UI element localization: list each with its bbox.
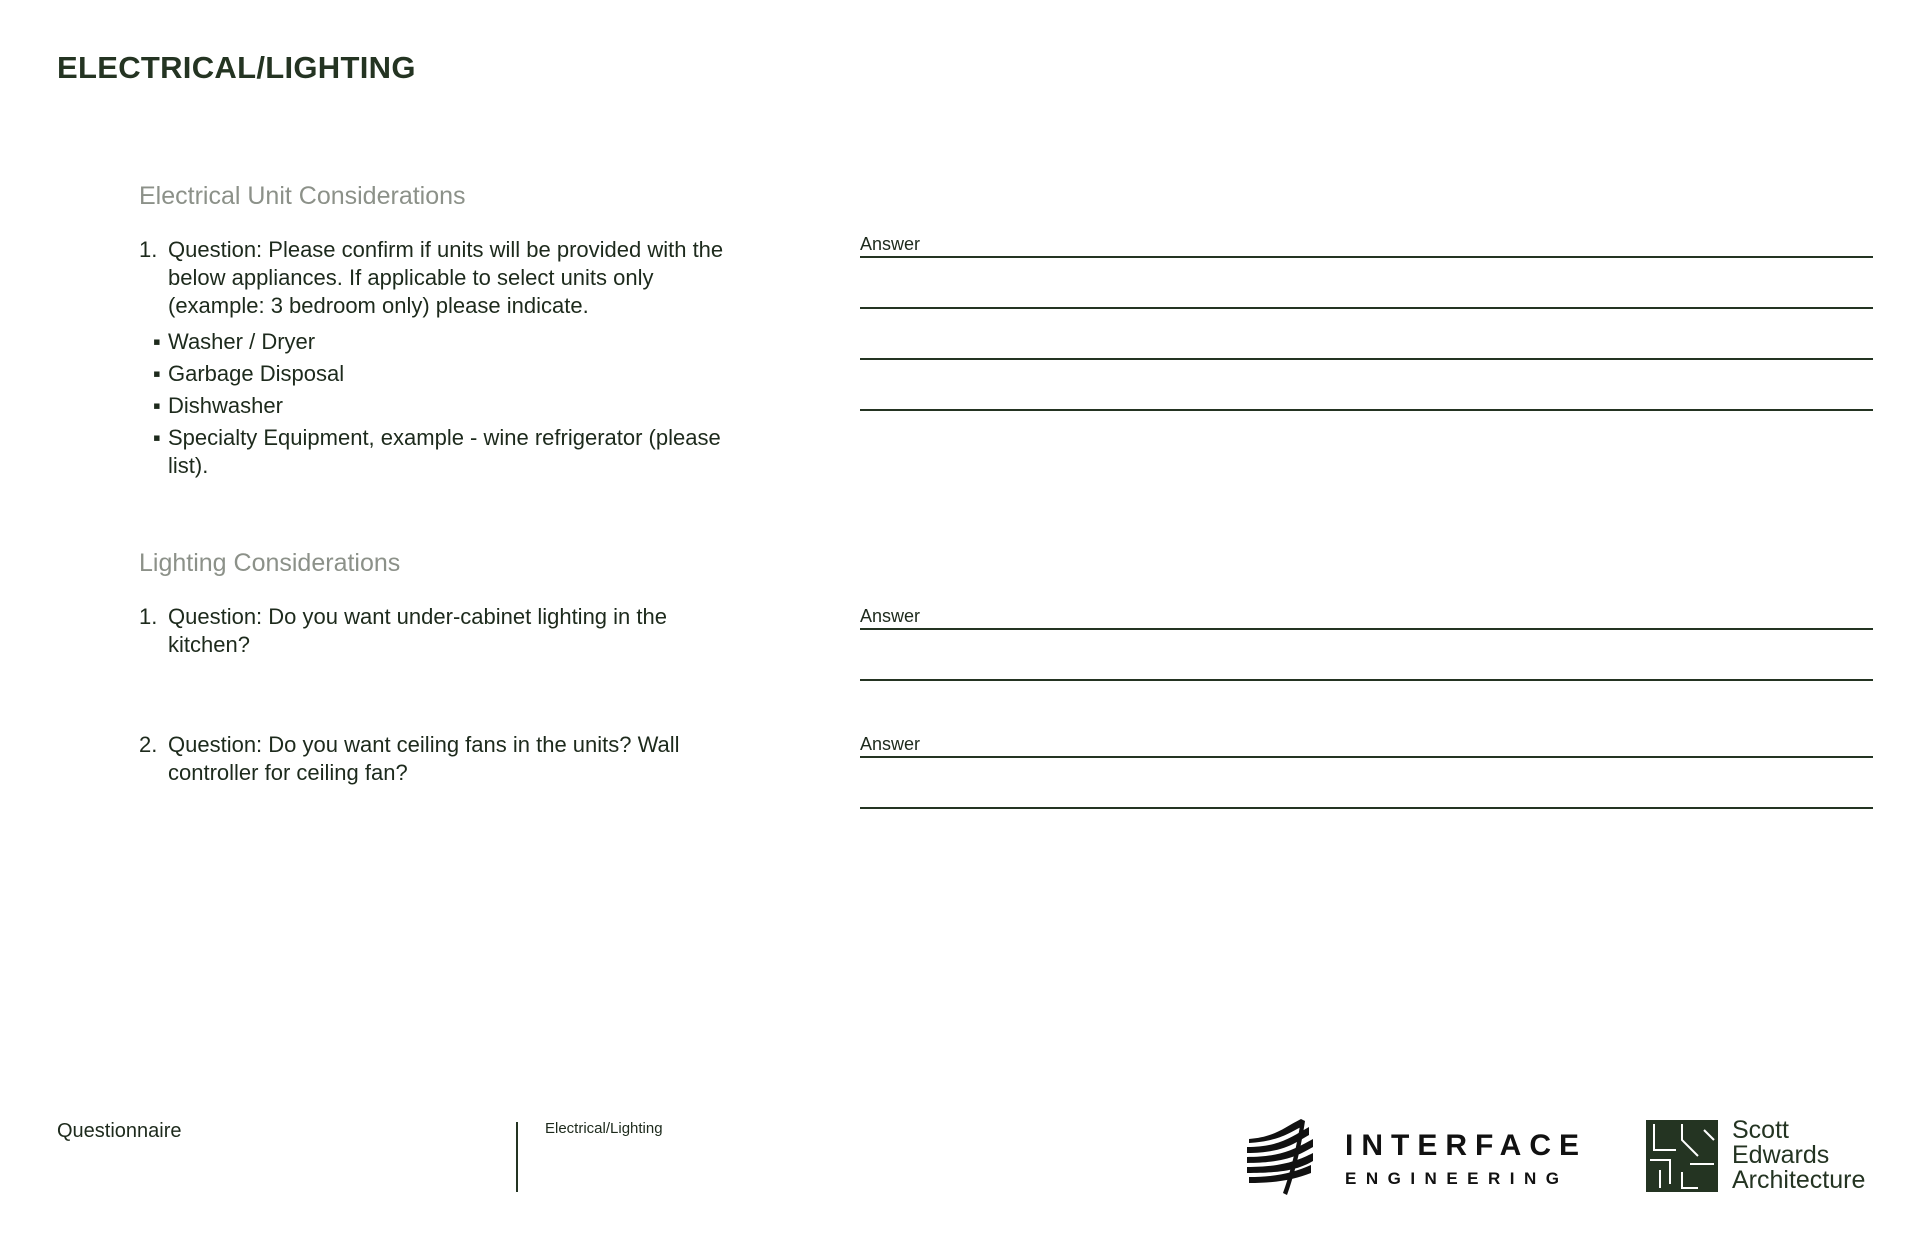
question-number: 2. [139,732,158,757]
answer-label: Answer [860,734,921,754]
footer-section-name: Electrical/Lighting [545,1120,663,1137]
list-item [139,328,739,356]
section-title-lighting: Lighting Considerations [139,549,401,577]
list-item [139,392,739,420]
list-item [139,424,739,480]
answer-line[interactable] [860,630,1873,681]
logo-sea-line: Architecture [1732,1166,1866,1194]
answer-line[interactable] [860,732,1873,758]
answer-label: Answer [860,234,921,254]
answer-line[interactable] [860,309,1873,360]
list-item-text: Garbage Disposal [168,361,345,386]
question-number: 1. [139,237,158,262]
appliance-list [139,328,739,480]
answer-area-lighting-2 [860,732,1873,809]
answer-line[interactable] [860,258,1873,309]
answer-line[interactable] [860,232,1873,258]
logo-sea-text [1732,1118,1865,1193]
question-text: Question: Do you want under-cabinet lighting in the kitchen? [168,604,667,657]
section-title-electrical: Electrical Unit Considerations [139,182,466,210]
answer-line[interactable] [860,758,1873,809]
scott-edwards-mark-icon [1646,1120,1718,1192]
page-title: ELECTRICAL/LIGHTING [57,50,416,85]
list-item-text: Dishwasher [168,393,283,418]
answer-label: Answer [860,606,921,626]
question-text: Question: Please confirm if units will be provided with the below appliances. If applicable to select units only (example: 3 bedroom only) please indicate. [168,237,724,318]
bullet-icon: ▪ [153,361,161,386]
footer-divider [516,1122,518,1192]
bullet-icon: ▪ [153,393,161,418]
bullet-icon: ▪ [153,329,161,354]
answer-area-electrical-1 [860,232,1873,411]
bullet-icon: ▪ [153,425,161,450]
answer-area-lighting-1 [860,604,1873,681]
question-number: 1. [139,604,158,629]
logo-engineering-text: ENGINEERING [1345,1169,1569,1188]
question-lighting-2 [139,731,739,787]
question-electrical-1 [139,236,739,484]
list-item [139,360,739,388]
answer-line[interactable] [860,360,1873,411]
scott-edwards-logo [1646,1118,1896,1194]
logo-interface-text: INTERFACE [1345,1129,1588,1162]
interface-engineering-mark-icon [1245,1117,1335,1197]
interface-engineering-logo [1245,1117,1588,1197]
logo-sea-line: Edwards [1732,1141,1830,1169]
list-item-text: Specialty Equipment, example - wine refrigerator (please list). [168,425,721,478]
answer-line[interactable] [860,604,1873,630]
question-text: Question: Do you want ceiling fans in the units? Wall controller for ceiling fan? [168,732,680,785]
list-item-text: Washer / Dryer [168,329,316,354]
footer-document-name: Questionnaire [57,1120,182,1142]
question-lighting-1 [139,603,739,659]
logo-sea-line: Scott [1732,1116,1789,1144]
